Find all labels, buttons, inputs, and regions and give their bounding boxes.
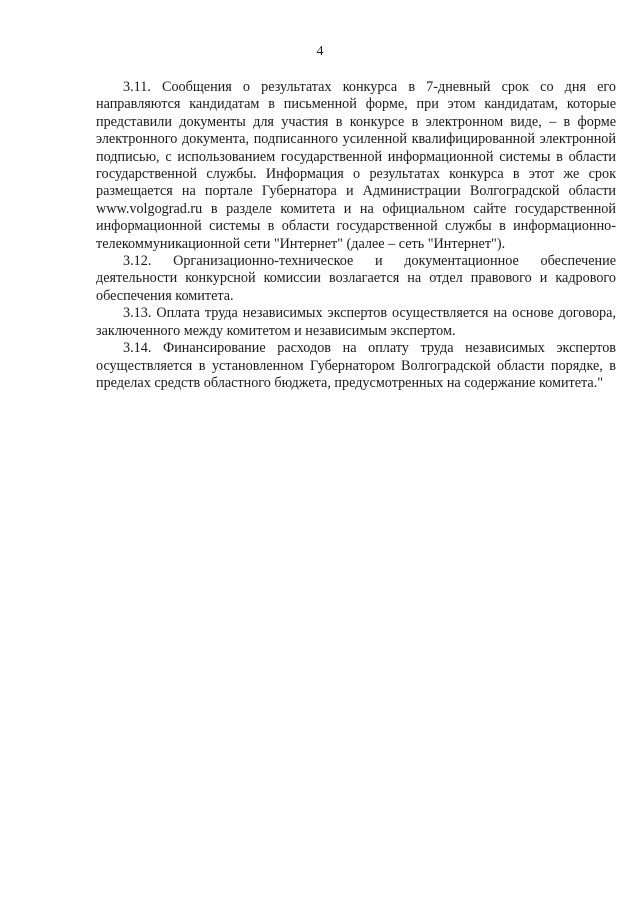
paragraph-3-14: 3.14. Финансирование расходов на оплату труда независимых экспертов осуществляется в установленном Губернатором Волгоградской области порядке, в пределах средств областного бюджета, предусмотренных на содержание комитета." <box>96 340 616 391</box>
paragraph-3-11: 3.11. Сообщения о результатах конкурса в 7-дневный срок со дня его направляются кандидатам в письменной форме, при этом кандидатам, которые представили документы для участия в конкурсе в электронном виде, – в форме электронного документа, подписанного усиленной квалифицированной электронной подписью, с использованием государственной информационной системы в области государственной службы. Информация о результатах конкурса в этот же срок размещается на портале Губернатора и Администрации Волгоградской области www.volgograd.ru в разделе комитета и на официальном сайте государственной информационной системы в области государственной службы в информационно-телекоммуникационной сети "Интернет" (далее – сеть "Интернет"). <box>96 79 616 252</box>
paragraph-3-12: 3.12. Организационно-техническое и документационное обеспечение деятельности конкурсной комиссии возлагается на отдел правового и кадрового обеспечения комитета. <box>96 253 616 304</box>
page-number: 4 <box>316 44 324 59</box>
document-body <box>96 79 616 392</box>
paragraph-3-13: 3.13. Оплата труда независимых экспертов осуществляется на основе договора, заключенного между комитетом и независимым экспертом. <box>96 305 616 339</box>
